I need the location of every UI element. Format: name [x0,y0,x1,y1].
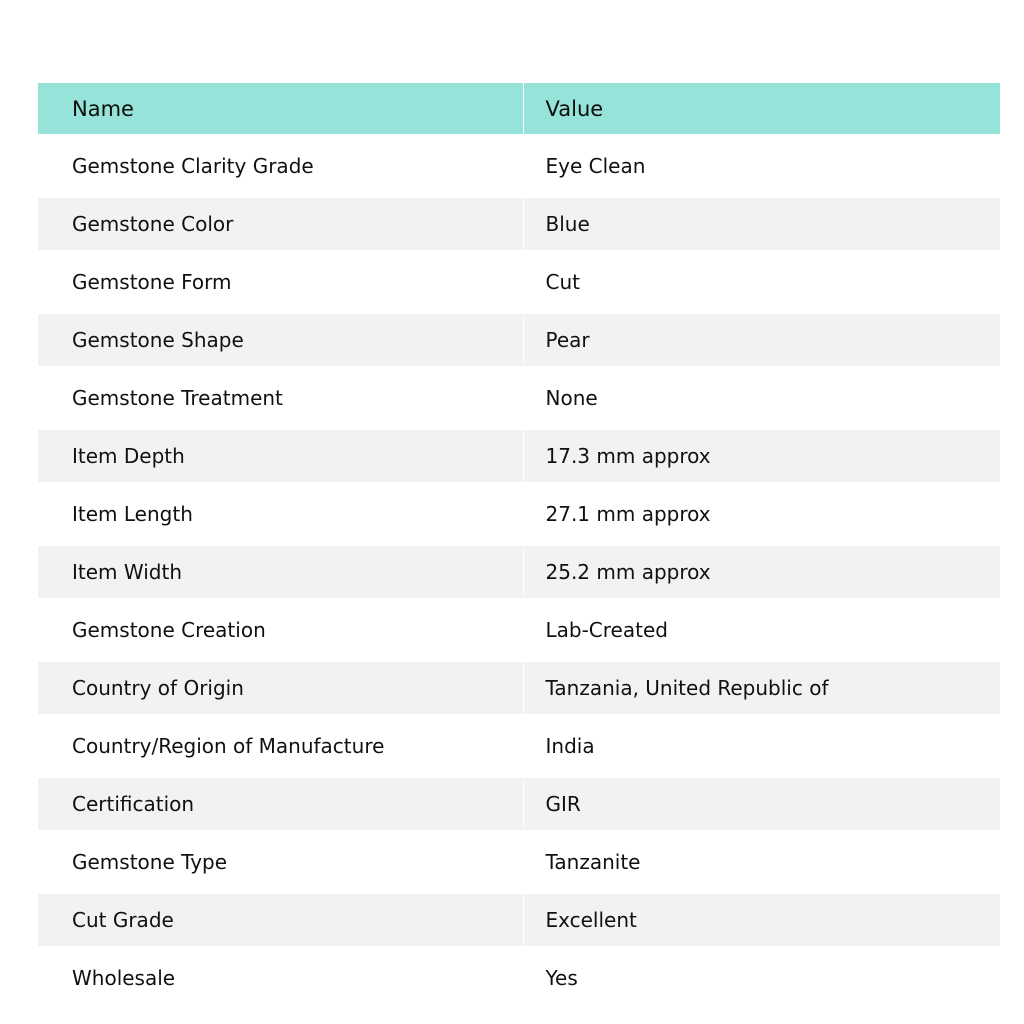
table-row [38,366,1000,430]
spec-value-cell: Yes [523,946,1000,1010]
spec-value-cell: 25.2 mm approx [523,546,1000,598]
spec-name-cell: Gemstone Clarity Grade [38,134,523,198]
spec-value-cell: Excellent [523,894,1000,946]
table-row [38,946,1000,1010]
spec-name-cell: Gemstone Form [38,250,523,314]
spec-name-cell: Item Length [38,482,523,546]
spec-value-cell: Tanzanite [523,830,1000,894]
table-row [38,430,1000,482]
spec-value-cell: GIR [523,778,1000,830]
spec-name-cell: Item Width [38,546,523,598]
table-row [38,662,1000,714]
spec-value-cell: Lab-Created [523,598,1000,662]
spec-value-cell: 27.1 mm approx [523,482,1000,546]
spec-value-cell: Tanzania, United Republic of [523,662,1000,714]
spec-value-cell: None [523,366,1000,430]
spec-name-cell: Wholesale [38,946,523,1010]
table-row [38,134,1000,198]
spec-value-cell: Pear [523,314,1000,366]
spec-name-cell: Gemstone Creation [38,598,523,662]
table-row [38,714,1000,778]
spec-value-cell: Eye Clean [523,134,1000,198]
spec-name-cell: Cut Grade [38,894,523,946]
table-body [38,134,1000,1010]
spec-value-cell: Blue [523,198,1000,250]
spec-name-cell: Gemstone Type [38,830,523,894]
table-row [38,778,1000,830]
spec-value-cell: India [523,714,1000,778]
table-header [38,83,1000,134]
table-row [38,546,1000,598]
header-row [38,83,1000,134]
table-row [38,198,1000,250]
table-row [38,250,1000,314]
item-specifics-table [38,83,1000,1010]
table-row [38,314,1000,366]
spec-name-cell: Gemstone Treatment [38,366,523,430]
table-row [38,894,1000,946]
spec-name-cell: Gemstone Color [38,198,523,250]
spec-name-cell: Country of Origin [38,662,523,714]
spec-name-cell: Gemstone Shape [38,314,523,366]
column-header-value: Value [523,83,1000,134]
spec-name-cell: Country/Region of Manufacture [38,714,523,778]
table-row [38,598,1000,662]
spec-name-cell: Item Depth [38,430,523,482]
spec-value-cell: Cut [523,250,1000,314]
table-row [38,482,1000,546]
spec-name-cell: Certification [38,778,523,830]
table-row [38,830,1000,894]
column-header-name: Name [38,83,523,134]
spec-value-cell: 17.3 mm approx [523,430,1000,482]
